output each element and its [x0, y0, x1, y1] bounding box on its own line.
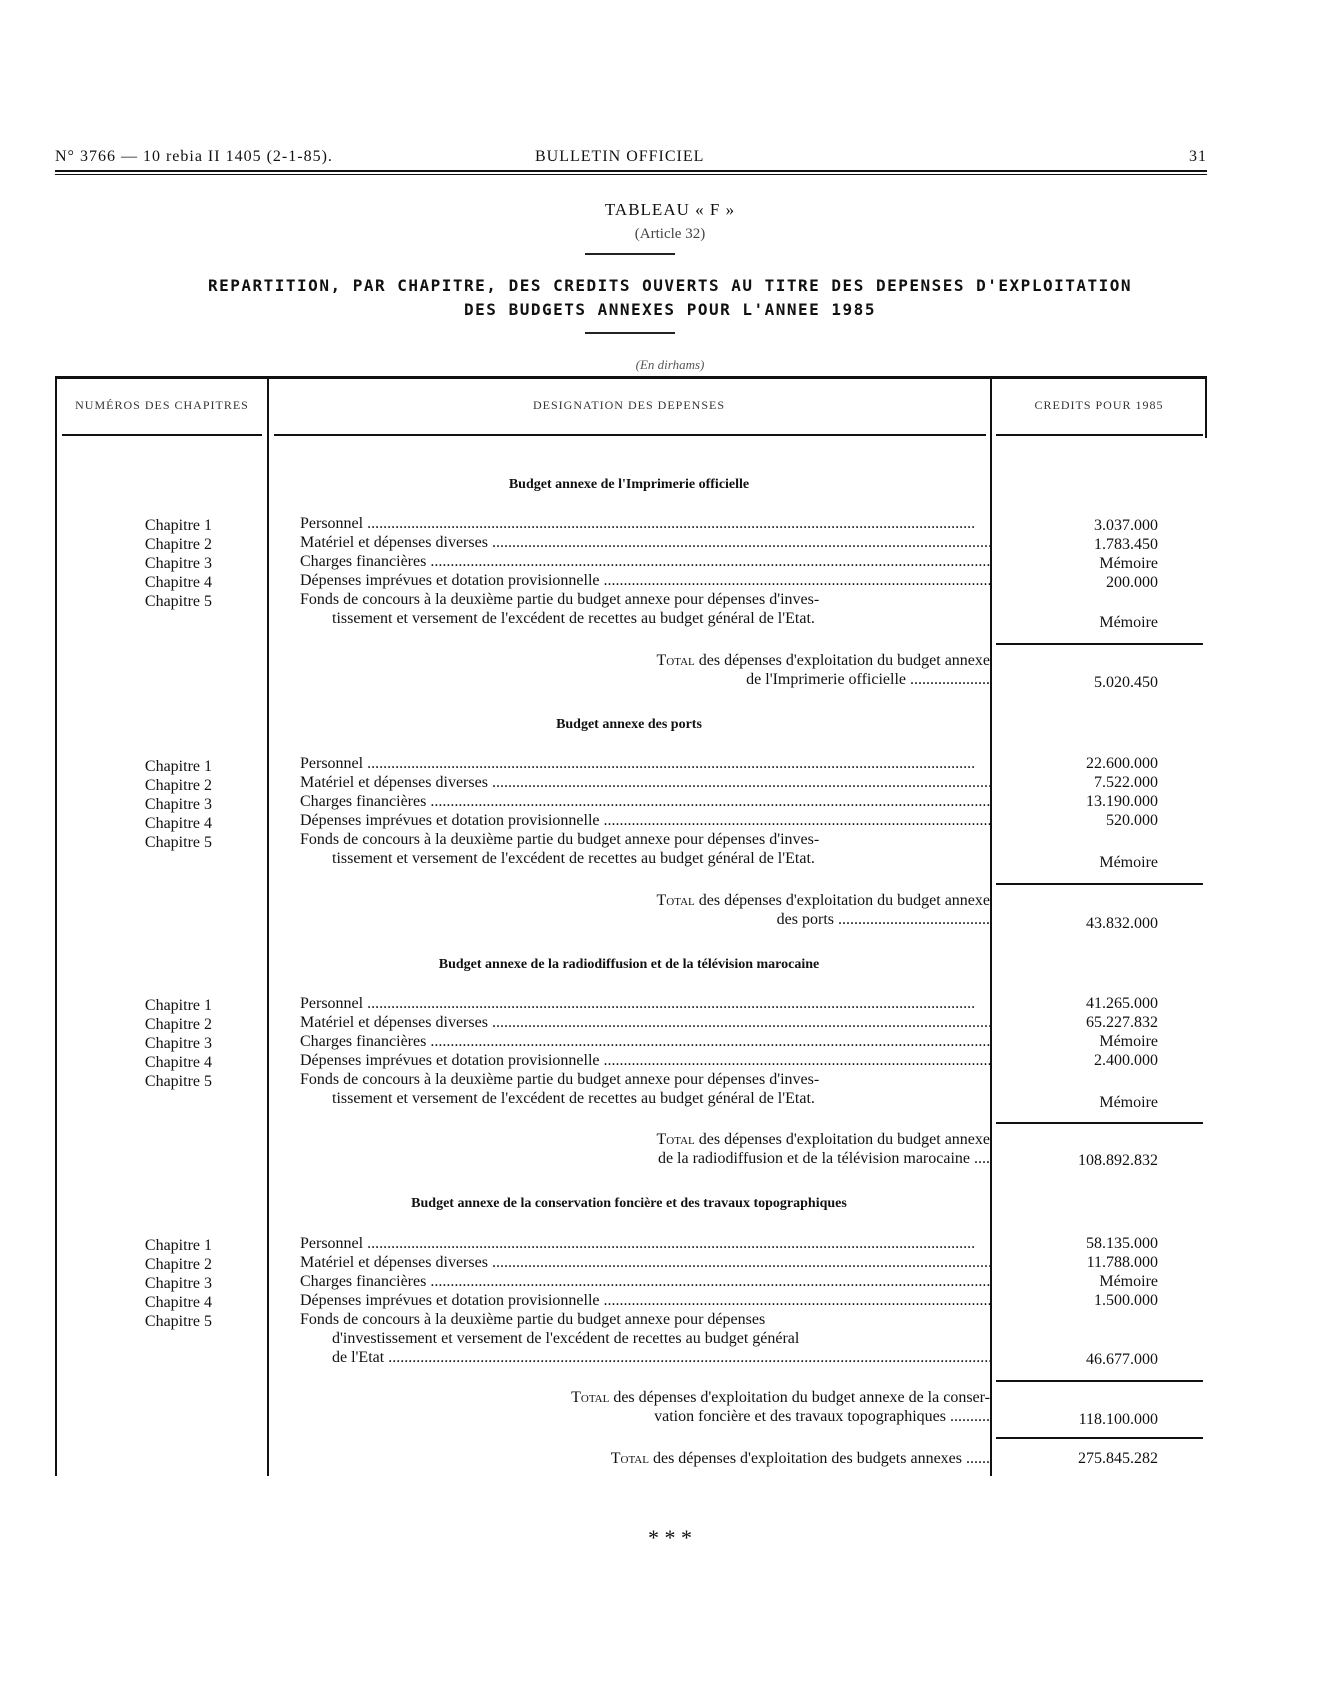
main-heading-line2: DES BUDGETS ANNEXES POUR L'ANNEE 1985 [464, 300, 876, 319]
chapter-number: Chapitre 1 [144, 758, 212, 775]
credit-amount: 11.788.000 [1086, 1254, 1158, 1271]
section-title: Budget annexe des ports [556, 717, 702, 732]
expense-label: Charges financières ..... [300, 1032, 990, 1051]
credit-amount: 1.500.000 [1094, 1292, 1158, 1309]
chapter-number: Chapitre 4 [144, 1054, 212, 1071]
credit-amount: 7.522.000 [1094, 774, 1158, 791]
expense-label: Fonds de concours à la deuxième partie du budget annexe pour dépenses d'inves- [300, 591, 820, 608]
column-header-designation: DESIGNATION DES DEPENSES [532, 398, 725, 412]
header-rule-thin [55, 174, 1207, 175]
credit-amount: 520.000 [1106, 812, 1158, 829]
credit-amount: 13.190.000 [1086, 793, 1158, 810]
issue-reference: N° 3766 — 10 rebia II 1405 (2-1-85). [55, 148, 333, 165]
credit-amount: 41.265.000 [1086, 995, 1158, 1012]
table-left-border [55, 378, 57, 1476]
chapter-number: Chapitre 1 [144, 517, 212, 534]
subtotal-rule [996, 1122, 1203, 1124]
expense-label-cont: de l'Etat ..... [332, 1348, 990, 1367]
section-total-amount: 108.892.832 [1078, 1152, 1158, 1169]
credit-amount: Mémoire [1099, 555, 1158, 572]
expense-label: Matériel et dépenses diverses ..... [300, 533, 990, 552]
credit-amount: 46.677.000 [1086, 1351, 1158, 1368]
expense-label: Charges financières ..... [300, 552, 990, 571]
section-title: Budget annexe de la conservation foncière et des travaux topographiques [411, 1196, 847, 1211]
expense-label: Fonds de concours à la deuxième partie du budget annexe pour dépenses d'inves- [300, 831, 820, 848]
expense-label-cont: d'investissement et versement de l'excédent de recettes au budget général [332, 1330, 800, 1347]
credit-amount: 200.000 [1106, 574, 1158, 591]
expense-label: Matériel et dépenses diverses ..... [300, 1253, 990, 1272]
expense-label: Fonds de concours à la deuxième partie du budget annexe pour dépenses [300, 1311, 766, 1328]
credit-amount: 58.135.000 [1086, 1235, 1158, 1252]
expense-label-cont: tissement et versement de l'excédent de recettes au budget général de l'Etat. [332, 1090, 815, 1107]
subtotal-rule [996, 883, 1203, 885]
heading-divider [585, 332, 675, 334]
credit-amount: Mémoire [1099, 614, 1158, 631]
chapter-number: Chapitre 3 [144, 1275, 212, 1292]
chapter-number: Chapitre 2 [144, 1016, 212, 1033]
credit-amount: Mémoire [1099, 1033, 1158, 1050]
chapter-number: Chapitre 1 [144, 997, 212, 1014]
expense-label: Matériel et dépenses diverses ..... [300, 1013, 990, 1032]
expense-label: Personnel ..... [300, 994, 990, 1013]
subtotal-rule [996, 1380, 1203, 1382]
section-total-amount: 43.832.000 [1086, 915, 1158, 932]
chapter-number: Chapitre 1 [144, 1237, 212, 1254]
expense-label: Charges financières ..... [300, 792, 990, 811]
section-total-amount: 5.020.450 [1094, 674, 1158, 691]
credit-amount: 65.227.832 [1086, 1014, 1158, 1031]
column-header-credits: CREDITS POUR 1985 [1034, 398, 1164, 412]
page-number: 31 [1189, 148, 1207, 165]
article-reference: (Article 32) [634, 226, 706, 242]
expense-label-cont: tissement et versement de l'excédent de recettes au budget général de l'Etat. [332, 610, 815, 627]
expense-label: Dépenses imprévues et dotation provisionnelle ..... [300, 571, 990, 590]
grand-total-amount: 275.845.282 [1078, 1450, 1158, 1467]
chapter-number: Chapitre 4 [144, 815, 212, 832]
section-total-label [300, 891, 990, 910]
total-prefix: Total [571, 1389, 610, 1406]
header-underline [274, 434, 986, 436]
expense-label: Personnel ..... [300, 754, 990, 773]
total-label: des dépenses d'exploitation du budget annexe [694, 892, 990, 909]
section-total-label-cont: de la radiodiffusion et de la télévision marocaine .... [657, 1150, 990, 1167]
chapter-number: Chapitre 5 [144, 1073, 212, 1090]
chapter-number: Chapitre 2 [144, 777, 212, 794]
chapter-number: Chapitre 4 [144, 574, 212, 591]
chapter-number: Chapitre 5 [144, 1313, 212, 1330]
section-title: Budget annexe de la radiodiffusion et de la télévision marocaine [438, 957, 820, 972]
subtotal-rule [996, 643, 1203, 645]
chapter-number: Chapitre 3 [144, 1035, 212, 1052]
expense-label: Dépenses imprévues et dotation provisionnelle ..... [300, 1051, 990, 1070]
section-total-label [300, 1130, 990, 1149]
credit-amount: 1.783.450 [1094, 536, 1158, 553]
credit-amount: Mémoire [1099, 1094, 1158, 1111]
section-title: Budget annexe de l'Imprimerie officielle [508, 477, 750, 492]
main-heading-line1: REPARTITION, PAR CHAPITRE, DES CREDITS OUVERTS AU TITRE DES DEPENSES D'EXPLOITATION [207, 276, 1133, 295]
section-total-label-cont: de l'Imprimerie officielle .................... [746, 671, 990, 688]
section-total-label-cont: vation foncière et des travaux topographiques .......... [654, 1408, 990, 1425]
credit-amount: Mémoire [1099, 1273, 1158, 1290]
chapter-number: Chapitre 5 [144, 834, 212, 851]
chapter-number: Chapitre 5 [144, 593, 212, 610]
grand-total-label [300, 1449, 990, 1468]
table-top-border [55, 376, 1207, 379]
expense-label: Fonds de concours à la deuxième partie du budget annexe pour dépenses d'inves- [300, 1071, 820, 1088]
header-rule [55, 170, 1207, 172]
chapter-number: Chapitre 4 [144, 1294, 212, 1311]
tableau-title: TABLEAU « F » [604, 200, 736, 219]
header-underline [62, 434, 262, 436]
section-end-ornament: * * * [648, 1525, 692, 1550]
section-total-label [300, 1388, 990, 1407]
publication-title: BULLETIN OFFICIEL [535, 148, 705, 165]
section-total-label [300, 651, 990, 670]
expense-label: Dépenses imprévues et dotation provisionnelle ..... [300, 811, 990, 830]
chapter-number: Chapitre 2 [144, 1256, 212, 1273]
credit-amount: Mémoire [1099, 854, 1158, 871]
section-total-amount: 118.100.000 [1078, 1411, 1158, 1428]
total-label: des dépenses d'exploitation du budget annexe de la conser- [609, 1389, 990, 1406]
total-label: des dépenses d'exploitation du budget annexe [694, 1131, 990, 1148]
section-total-label-cont: des ports ...................................... [776, 911, 990, 928]
table-right-border [1205, 378, 1207, 438]
total-prefix: Total [656, 652, 695, 669]
column-divider-2 [990, 378, 992, 1476]
expense-label: Charges financières ..... [300, 1272, 990, 1291]
header-underline [996, 434, 1203, 436]
column-divider-1 [267, 378, 269, 1476]
chapter-number: Chapitre 3 [144, 555, 212, 572]
title-divider [585, 253, 675, 255]
credit-amount: 22.600.000 [1086, 755, 1158, 772]
credit-amount: 2.400.000 [1094, 1052, 1158, 1069]
credit-amount: 3.037.000 [1094, 517, 1158, 534]
total-label: des dépenses d'exploitation du budget annexe [694, 652, 990, 669]
expense-label: Dépenses imprévues et dotation provisionnelle ..... [300, 1291, 990, 1310]
grand-total-rule [996, 1437, 1203, 1439]
chapter-number: Chapitre 3 [144, 796, 212, 813]
total-prefix: Total [610, 1450, 649, 1467]
total-prefix: Total [656, 1131, 695, 1148]
chapter-number: Chapitre 2 [144, 536, 212, 553]
expense-label: Personnel ..... [300, 1234, 990, 1253]
expense-label: Matériel et dépenses diverses ..... [300, 773, 990, 792]
expense-label-cont: tissement et versement de l'excédent de recettes au budget général de l'Etat. [332, 850, 815, 867]
unit-note: (En dirhams) [635, 357, 705, 372]
total-prefix: Total [656, 892, 695, 909]
column-header-chapters: NUMÉROS DES CHAPITRES [75, 398, 249, 412]
expense-label: Personnel ..... [300, 514, 990, 533]
total-label: des dépenses d'exploitation des budgets annexes ...... [648, 1450, 990, 1467]
